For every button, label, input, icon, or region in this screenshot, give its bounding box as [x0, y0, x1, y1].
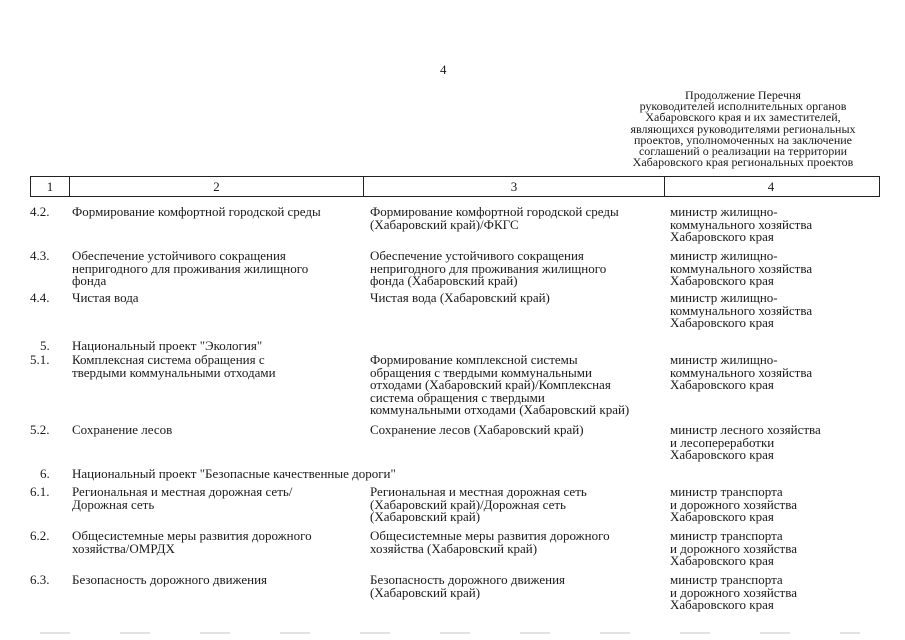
row-head-line: министр транспорта	[670, 572, 783, 587]
row-name-line: непригодного для проживания жилищного	[72, 260, 309, 276]
row-number: 6.1.	[30, 484, 50, 499]
page-number: 4	[440, 62, 447, 77]
row-head	[670, 424, 875, 462]
row-project-line: (Хабаровский край)/Дорожная сеть	[370, 496, 566, 512]
row-project-line: обращения с твердыми коммунальными	[370, 364, 592, 380]
section-number: 6.	[40, 466, 50, 481]
row-project-line: система обращения с твердыми	[370, 389, 545, 405]
header-cell-4: 4	[767, 179, 775, 194]
row-number: 5.2.	[30, 422, 50, 437]
row-project-line: Формирование комплексной системы	[370, 352, 578, 367]
row-project-line: отходами (Хабаровский край)/Комплексная	[370, 377, 611, 392]
row-project-line: Безопасность дорожного движения	[370, 572, 566, 587]
section-title: Национальный проект "Экология"	[72, 338, 263, 353]
row-project-line: (Хабаровский край)	[370, 584, 481, 600]
continuation-note	[612, 90, 874, 168]
row-name	[72, 250, 357, 288]
row-project	[370, 292, 662, 305]
row-name-line: Дорожная сеть	[72, 496, 155, 512]
row-head-line: коммунального хозяйства	[670, 364, 813, 380]
row-project-line: (Хабаровский край)/ФКГС	[370, 216, 519, 232]
row-head-line: министр жилищно-	[670, 248, 778, 263]
row-project-line: Сохранение лесов (Хабаровский край)	[370, 422, 584, 437]
row-project-line: непригодного для проживания жилищного	[370, 260, 607, 276]
section-number: 5.	[40, 338, 50, 353]
row-head-line: Хабаровского края	[670, 229, 774, 244]
row-project-line: хозяйства (Хабаровский край)	[370, 540, 538, 556]
row-name	[72, 206, 357, 219]
header-cell-3: 3	[510, 179, 518, 194]
row-name	[72, 530, 357, 555]
row-number: 4.4.	[30, 290, 50, 305]
row-project	[370, 486, 662, 524]
row-head	[670, 206, 875, 244]
row-name-line: Чистая вода	[72, 290, 139, 305]
row-project	[370, 574, 662, 599]
row-name-line: твердыми коммунальными отходами	[72, 364, 276, 380]
row-head-line: министр жилищно-	[670, 204, 778, 219]
row-head-line: Хабаровского края	[670, 553, 774, 568]
row-project-line: Общесистемные меры развития дорожного	[370, 528, 610, 543]
row-head-line: Хабаровского края	[670, 273, 774, 288]
continuation-line: проектов, уполномоченных на заключение	[634, 132, 852, 147]
row-head-line: министр жилищно-	[670, 352, 778, 367]
row-number: 4.3.	[30, 248, 50, 263]
row-number: 6.2.	[30, 528, 50, 543]
row-project	[370, 250, 662, 288]
row-head	[670, 354, 875, 392]
row-name-line: фонда	[72, 273, 107, 288]
row-project-line: (Хабаровский край)	[370, 509, 481, 524]
row-head-line: коммунального хозяйства	[670, 302, 813, 318]
row-head-line: Хабаровского края	[670, 377, 774, 392]
row-name-line: Региональная и местная дорожная сеть/	[72, 484, 293, 499]
row-head-line: министр лесного хозяйства	[670, 422, 821, 437]
row-head	[670, 574, 875, 612]
row-project-line: Чистая вода (Хабаровский край)	[370, 290, 550, 305]
row-head	[670, 250, 875, 288]
row-head-line: коммунального хозяйства	[670, 216, 813, 232]
row-name-line: Общесистемные меры развития дорожного	[72, 528, 312, 543]
row-head-line: коммунального хозяйства	[670, 260, 813, 276]
header-cell-1: 1	[46, 179, 54, 194]
continuation-line: Хабаровского края региональных проектов	[632, 155, 854, 170]
continuation-line: Хабаровского края и их заместителей,	[645, 110, 841, 125]
section-title: Национальный проект "Безопасные качественные дороги"	[72, 466, 396, 481]
continuation-line: соглашений о реализации на территории	[638, 144, 848, 159]
row-head	[670, 292, 875, 330]
row-head-line: и дорожного хозяйства	[670, 540, 797, 556]
row-project	[370, 354, 662, 417]
row-head-line: и дорожного хозяйства	[670, 584, 797, 600]
row-project-line: Региональная и местная дорожная сеть	[370, 484, 587, 499]
row-project-line: Формирование комфортной городской среды	[370, 204, 619, 219]
row-name	[72, 574, 357, 587]
row-number: 5.1.	[30, 352, 50, 367]
row-project-line: Обеспечение устойчивого сокращения	[370, 248, 584, 263]
row-name-line: Сохранение лесов	[72, 422, 173, 437]
row-head-line: Хабаровского края	[670, 315, 774, 330]
row-head-line: министр транспорта	[670, 484, 783, 499]
row-project	[370, 530, 662, 555]
row-name-line: Безопасность дорожного движения	[72, 572, 268, 587]
row-head-line: и лесопереработки	[670, 434, 775, 450]
row-project	[370, 206, 662, 231]
row-head-line: министр транспорта	[670, 528, 783, 543]
row-name	[72, 424, 357, 437]
row-name	[72, 486, 357, 511]
row-number: 4.2.	[30, 204, 50, 219]
row-name-line: Комплексная система обращения с	[72, 352, 265, 367]
row-head-line: Хабаровского края	[670, 509, 774, 524]
row-head-line: министр жилищно-	[670, 290, 778, 305]
row-head	[670, 530, 875, 568]
row-project	[370, 424, 662, 437]
row-head-line: Хабаровского края	[670, 447, 774, 462]
row-project-line: коммунальными отходами (Хабаровский край)	[370, 402, 630, 417]
row-head-line: и дорожного хозяйства	[670, 496, 797, 512]
row-number: 6.3.	[30, 572, 50, 587]
row-head	[670, 486, 875, 524]
row-head-line: Хабаровского края	[670, 597, 774, 612]
header-cell-2: 2	[213, 179, 220, 194]
table-header-row	[30, 176, 880, 197]
continuation-line: Продолжение Перечня	[685, 88, 801, 102]
row-project-line: фонда (Хабаровский край)	[370, 273, 518, 288]
row-name	[72, 292, 357, 305]
row-name-line: Обеспечение устойчивого сокращения	[72, 248, 286, 263]
scan-edge-marks	[40, 632, 860, 634]
row-name-line: хозяйства/ОМРДХ	[72, 540, 175, 556]
continuation-line: являющихся руководителями региональных	[630, 121, 856, 136]
row-name-line: Формирование комфортной городской среды	[72, 204, 321, 219]
continuation-line: руководителей исполнительных органов	[639, 99, 847, 114]
row-name	[72, 354, 357, 379]
